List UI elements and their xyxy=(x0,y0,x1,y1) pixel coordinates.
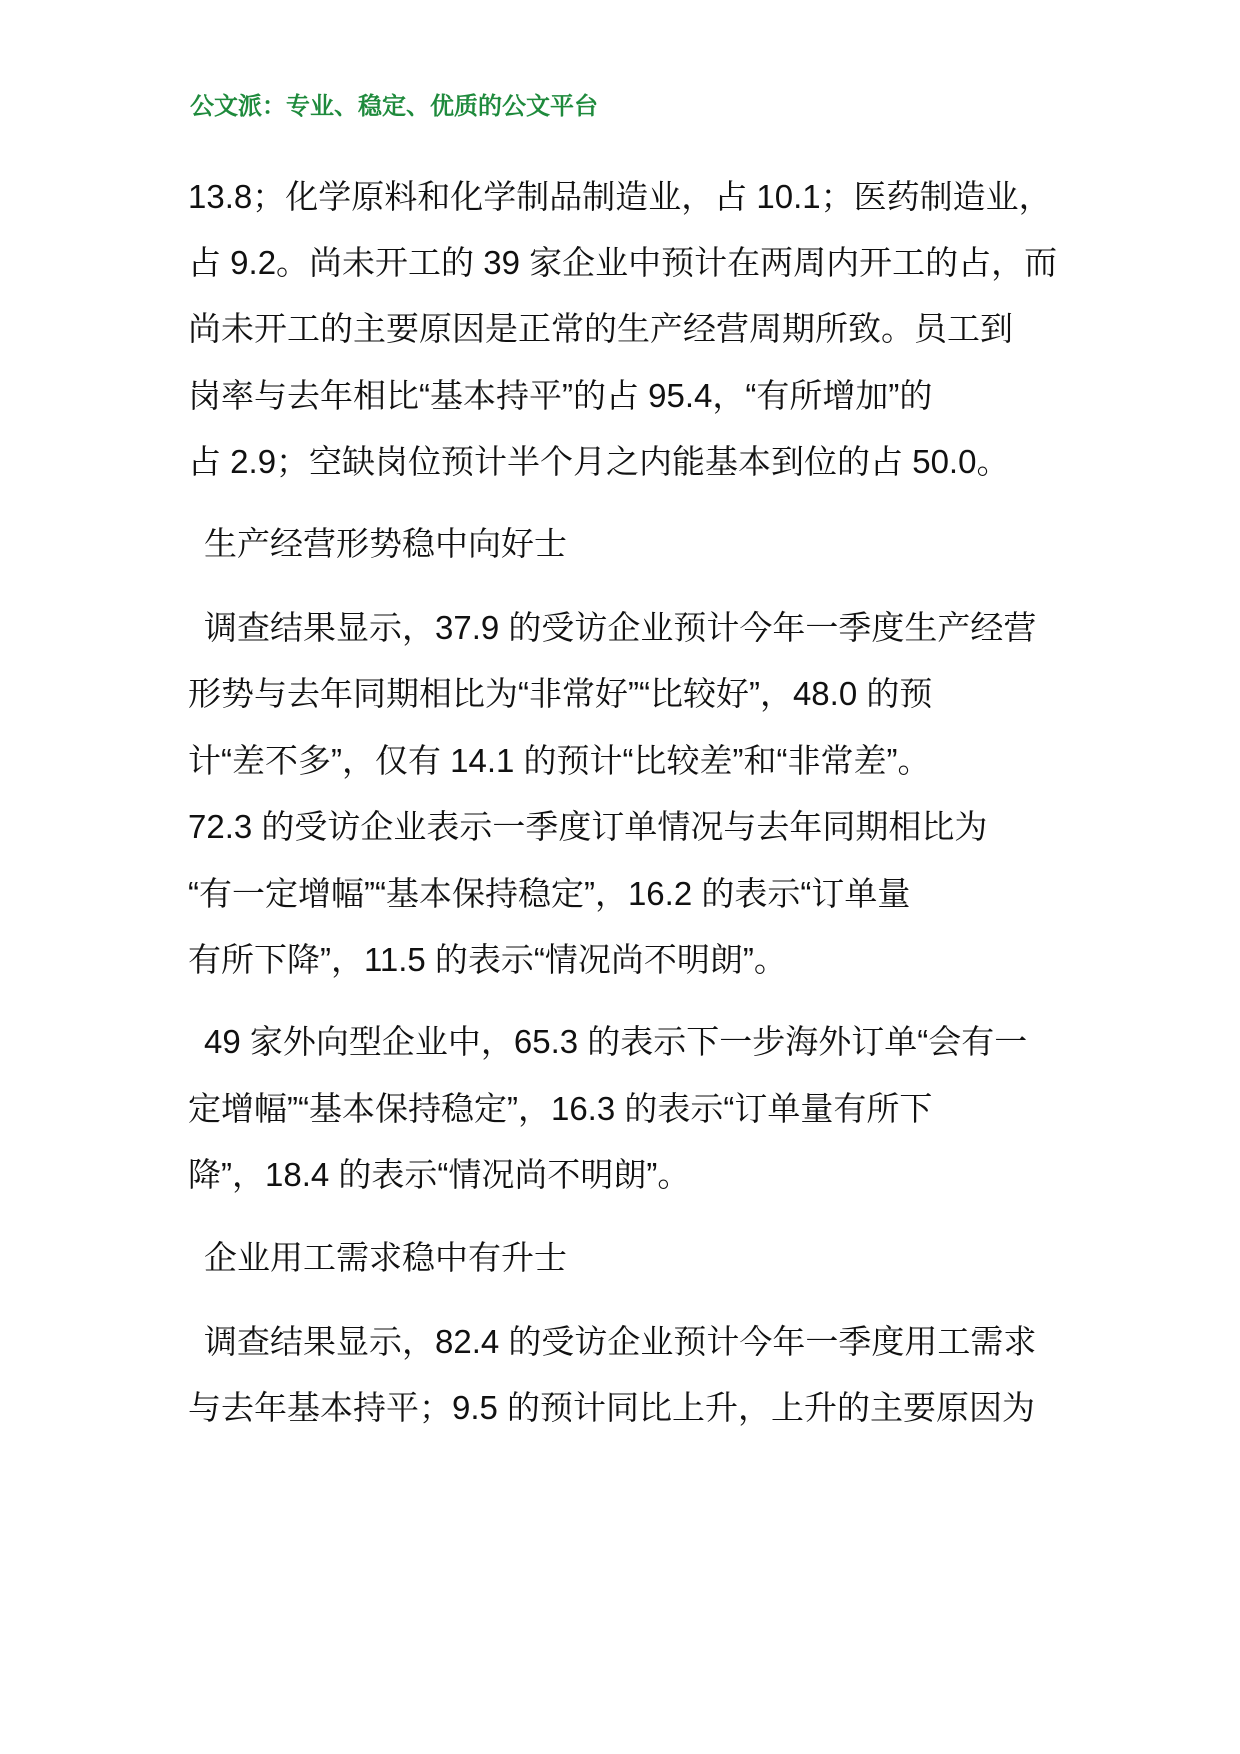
site-header-banner: 公文派：专业、稳定、优质的公文平台 xyxy=(190,92,598,120)
paragraph-line: 有所下降”，11.5 的表示“情况尚不明朗”。 xyxy=(188,941,787,978)
paragraph-line: 13.8；化学原料和化学制品制造业，占 10.1；医药制造业， xyxy=(188,178,1052,215)
paragraph-line: 49 家外向型企业中，65.3 的表示下一步海外订单“会有一 xyxy=(204,1023,1028,1060)
paragraph-line: 岗率与去年相比“基本持平”的占 95.4，“有所增加”的 xyxy=(188,377,933,414)
paragraph-line: 尚未开工的主要原因是正常的生产经营周期所致。员工到 xyxy=(188,310,1013,347)
paragraph-line: 调查结果显示，37.9 的受访企业预计今年一季度生产经营 xyxy=(204,609,1037,646)
paragraph-line: 72.3 的受访企业表示一季度订单情况与去年同期相比为 xyxy=(188,808,988,845)
paragraph-line: 与去年基本持平；9.5 的预计同比上升，上升的主要原因为 xyxy=(188,1389,1036,1426)
paragraph-line: 调查结果显示，82.4 的受访企业预计今年一季度用工需求 xyxy=(204,1323,1037,1360)
paragraph-line: “有一定增幅”“基本保持稳定”，16.2 的表示“订单量 xyxy=(188,875,911,912)
paragraph-line: 降”，18.4 的表示“情况尚不明朗”。 xyxy=(188,1156,691,1193)
paragraph-line: 计“差不多”，仅有 14.1 的预计“比较差”和“非常差”。 xyxy=(188,742,931,779)
paragraph-line: 占 2.9；空缺岗位预计半个月之内能基本到位的占 50.0。 xyxy=(188,443,1010,480)
section-heading-employment: 企业用工需求稳中有升士 xyxy=(204,1239,567,1276)
section-heading-production: 生产经营形势稳中向好士 xyxy=(204,525,567,562)
paragraph-line: 形势与去年同期相比为“非常好”“比较好”，48.0 的预 xyxy=(188,675,933,712)
paragraph-line: 定增幅”“基本保持稳定”，16.3 的表示“订单量有所下 xyxy=(188,1090,933,1127)
paragraph-line: 占 9.2。尚未开工的 39 家企业中预计在两周内开工的占，而 xyxy=(188,244,1058,281)
